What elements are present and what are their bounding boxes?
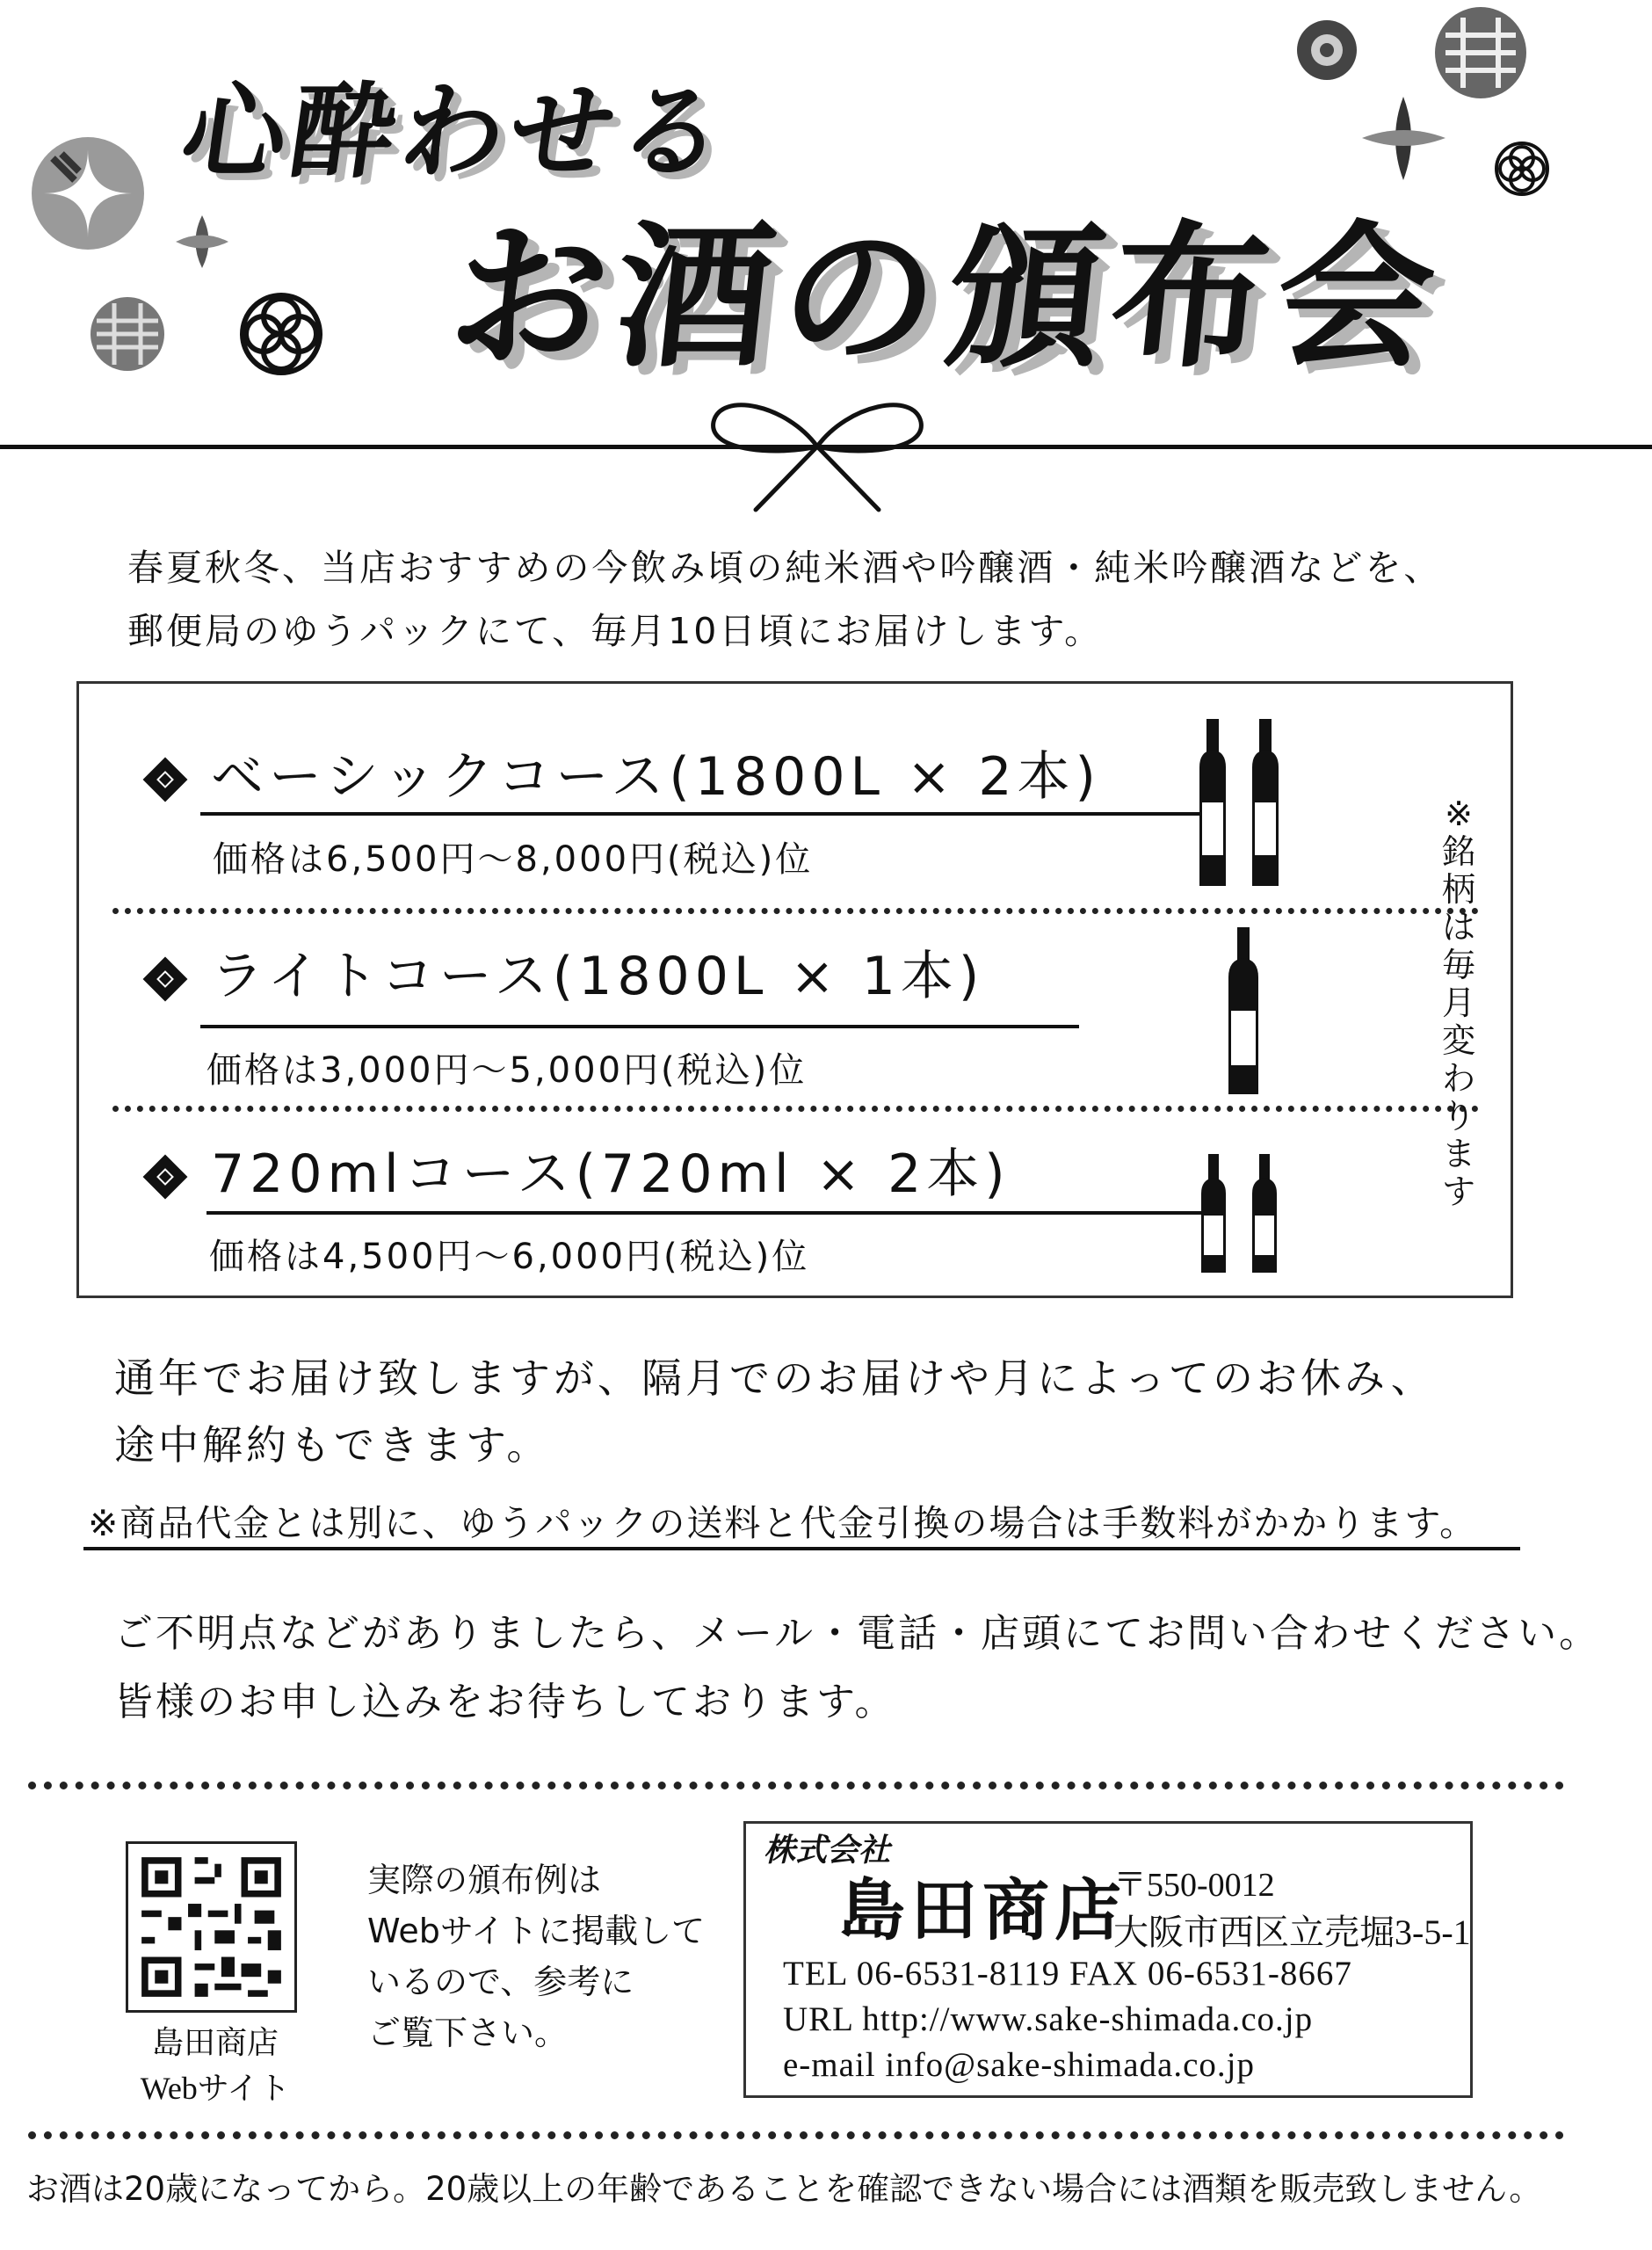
email-address[interactable]: e-mail info@sake-shimada.co.jp <box>783 2046 1255 2084</box>
decorative-pattern-icon <box>1292 18 1362 83</box>
qr-code[interactable] <box>126 1841 297 2013</box>
flower-pattern-icon <box>171 211 233 272</box>
course-title: ベーシックコース(1800L × 2本) <box>211 746 1101 808</box>
website-url[interactable]: URL http://www.sake-shimada.co.jp <box>783 2000 1314 2038</box>
sake-bottles-icon <box>1191 715 1305 890</box>
course-price: 価格は4,500円～6,000円(税込)位 <box>209 1237 810 1277</box>
contact-text <box>114 1600 1600 1737</box>
ribbon-knot-icon <box>703 387 931 519</box>
qr-code-icon <box>128 1844 294 2010</box>
course-item <box>149 934 984 1010</box>
intro-line: 郵便局のゆうパックにて、毎月10日頃にお届けします。 <box>127 610 1104 652</box>
page-subtitle: 心酔わせる <box>174 71 737 192</box>
diamond-bullet-icon <box>143 758 188 802</box>
knot-pattern-icon <box>1494 141 1551 198</box>
intro-line: 春夏秋冬、当店おすすめの今飲み頃の純米酒や吟醸酒・純米吟醸酒などを、 <box>127 547 1443 589</box>
example-line: ご覧下さい。 <box>367 2014 569 2052</box>
qr-caption-line: 島田商店 <box>151 2025 279 2060</box>
course-underline <box>206 1211 1204 1215</box>
shipping-fee-remark: ※商品代金とは別に、ゆうパックの送料と代金引換の場合は手数料がかかります。 <box>88 1502 1478 1544</box>
qr-caption <box>88 2020 343 2111</box>
brand-change-note: ※ 銘 柄 は 毎 月 変 わ り ま す <box>1441 795 1475 1211</box>
course-underline <box>200 812 1204 816</box>
course-title: ライトコース(1800L × 1本) <box>211 946 985 1007</box>
dotted-divider <box>28 2131 1564 2139</box>
remark-underline <box>83 1547 1520 1550</box>
example-line: 実際の頒布例は <box>367 1861 602 1899</box>
sake-bottles-icon <box>1191 1150 1301 1277</box>
contact-line: ご不明点などがありましたら、メール・電話・店頭にてお問い合わせください。 <box>114 1611 1601 1656</box>
delivery-line: 通年でお届け致しますが、隔月でのお届けや月によってのお休み、 <box>114 1354 1435 1402</box>
intro-text <box>127 536 1569 663</box>
sake-bottle-icon <box>1213 923 1274 1099</box>
example-line: いるので、参考に <box>367 1963 634 2001</box>
dotted-divider <box>112 1106 1479 1112</box>
dotted-divider <box>112 908 1479 914</box>
diamond-bullet-icon <box>143 1155 188 1200</box>
company-address: 大阪市西区立売堀3-5-1 <box>1113 1912 1471 1952</box>
course-price: 価格は3,000円～5,000円(税込)位 <box>206 1050 808 1091</box>
course-item <box>149 1132 1011 1208</box>
company-info <box>743 1821 1473 2098</box>
company-name: 島田商店 <box>838 1875 1127 1949</box>
weave-pattern-icon <box>1432 4 1529 101</box>
course-price: 価格は6,500円～8,000円(税込)位 <box>213 839 814 880</box>
course-title: 720mlコース(720ml × 2本) <box>211 1143 1011 1205</box>
diamond-bullet-icon <box>143 957 188 1002</box>
postal-code: 〒550-0012 <box>1113 1867 1275 1904</box>
course-item <box>149 735 1101 810</box>
delivery-text <box>114 1345 1435 1478</box>
phone-fax: TEL 06-6531-8119 FAX 06-6531-8667 <box>783 1955 1352 1992</box>
example-note <box>367 1854 719 2058</box>
dotted-divider <box>28 1782 1564 1789</box>
example-line: Webサイトに掲載して <box>367 1912 706 1950</box>
course-list <box>76 681 1513 1298</box>
delivery-line: 途中解約もできます。 <box>114 1421 551 1469</box>
page-title: お酒の頒布会 <box>441 207 1453 388</box>
company-kind: 株式会社 <box>764 1833 891 1868</box>
decorative-pattern-icon <box>26 132 149 255</box>
weave-pattern-icon <box>88 294 167 374</box>
knot-pattern-icon <box>237 290 325 378</box>
age-restriction-notice: お酒は20歳になってから。20歳以上の年齢であることを確認できない場合には酒類を販売致しません。 <box>26 2170 1542 2208</box>
course-underline <box>200 1025 1079 1028</box>
contact-line: 皆様のお申し込みをお待ちしております。 <box>114 1680 896 1724</box>
qr-caption-line: Webサイト <box>140 2071 291 2106</box>
